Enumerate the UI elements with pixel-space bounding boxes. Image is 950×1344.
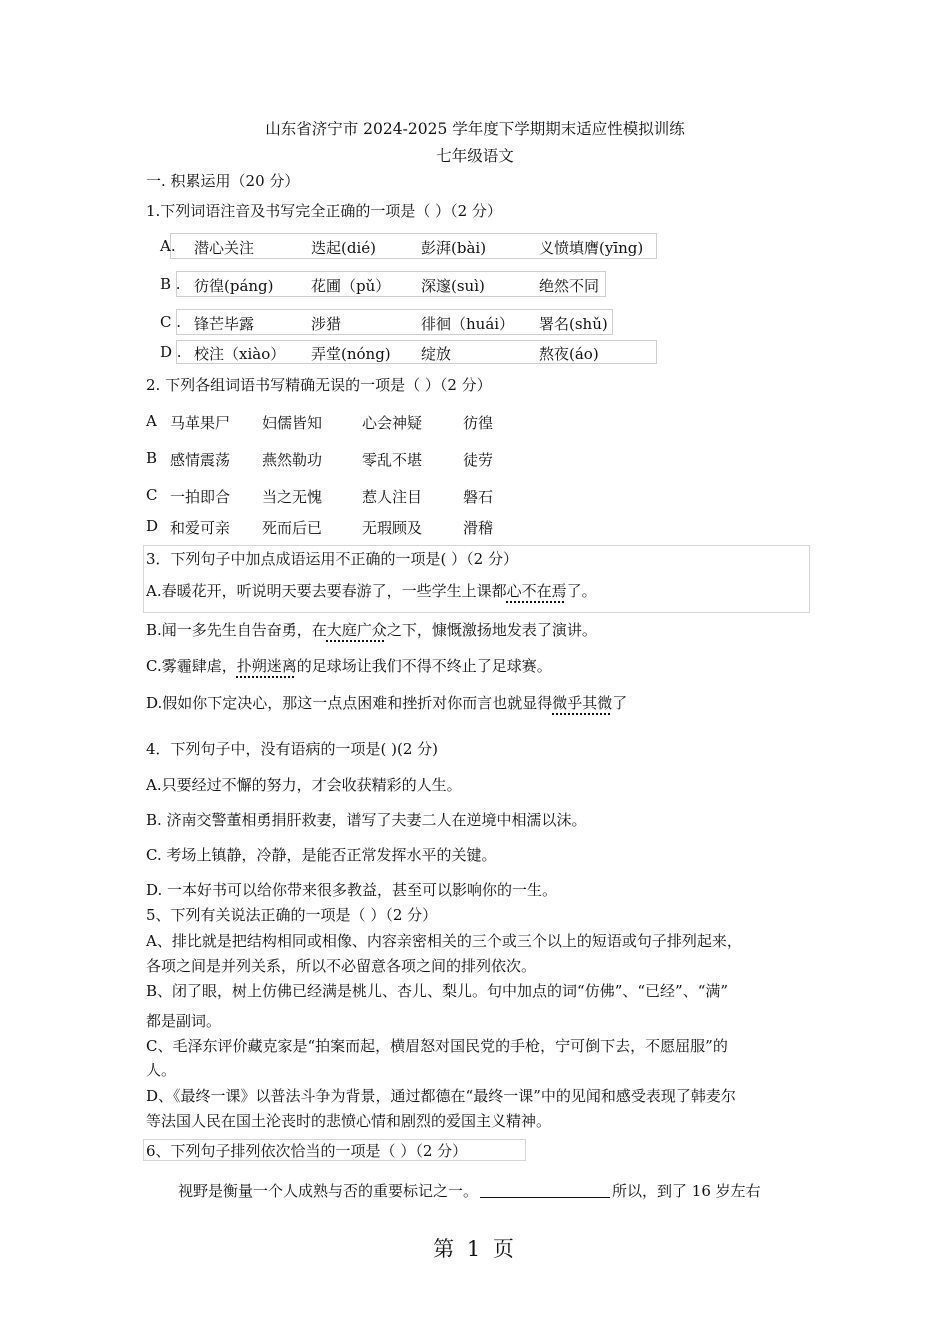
section-heading: 一. 积累运用（20 分）: [146, 172, 300, 190]
q3-option-c: C.雾霾肆虐，扑朔迷离的足球场让我们不得不终止了足球赛。: [146, 657, 552, 675]
q4-option-c: C. 考场上镇静，冷静，是能否正常发挥水平的关键。: [146, 846, 497, 864]
q5-option-a-line2: 各项之间是并列关系，所以不必留意各项之间的排列依次。: [146, 957, 537, 975]
q3-option-b: B.闻一多先生自告奋勇，在大庭广众之下，慷慨激扬地发表了演讲。: [146, 621, 597, 639]
question-4-stem: 4．下列句子中，没有语病的一项是( )(2 分): [146, 740, 439, 758]
answer-blank[interactable]: [480, 1181, 610, 1198]
document-title: 山东省济宁市 2024-2025 学年度下学期期末适应性模拟训练: [265, 120, 685, 138]
q6-passage: 视野是衡量一个人成熟与否的重要标记之一。 所以，到了 16 岁左右: [178, 1182, 761, 1200]
q5-option-b-line1: B、闭了眼，树上仿佛已经满是桃儿、杏儿、梨儿。句中加点的词“仿佛”、“已经”、“满”: [146, 982, 729, 1000]
q4-option-d: D. 一本好书可以给你带来很多教益，甚至可以影响你的一生。: [146, 881, 558, 899]
q5-option-d-line1: D、《最终一课》以普法斗争为背景，通过都德在“最终一课”中的见闻和感受表现了韩麦尔: [146, 1087, 736, 1105]
q4-option-a: A.只要经过不懈的努力，才会收获精彩的人生。: [146, 776, 462, 794]
document-subtitle: 七年级语文: [436, 147, 514, 165]
q5-option-a-line1: A、排比就是把结构相同或相像、内容亲密相关的三个或三个以上的短语或句子排列起来，: [146, 932, 742, 950]
page-number: 第 1 页: [433, 1237, 517, 1261]
question-5-stem: 5、下列有关说法正确的一项是（ ）（2 分）: [146, 906, 438, 924]
question-1-stem: 1.下列词语注音及书写完全正确的一项是（ ）（2 分）: [146, 202, 502, 220]
q5-option-c-line2: 人。: [146, 1061, 177, 1079]
q5-option-c-line1: C、毛泽东评价藏克家是“拍案而起，横眉怒对国民党的手枪，宁可倒下去，不愿屈服”的: [146, 1037, 728, 1055]
q5-option-b-line2: 都是副词。: [146, 1012, 222, 1030]
q3-option-d: D.假如你下定决心，那这一点点困难和挫折对你而言也就显得微乎其微了: [146, 694, 628, 712]
question-3-stem: 3．下列句子中加点成语运用不正确的一项是( ）（2 分）: [146, 550, 518, 568]
question-6-stem: 6、下列句子排列依次恰当的一项是（ ）（2 分）: [146, 1142, 468, 1160]
q3-option-a: A.春暖花开，听说明天要去要春游了，一些学生上课都心不在焉了。: [146, 582, 597, 600]
q4-option-b: B. 济南交警董相勇捐肝救妻，谱写了夫妻二人在逆境中相濡以沫。: [146, 811, 587, 829]
q5-option-d-line2: 等法国人民在国土沦丧时的悲愤心情和剧烈的爱国主义精神。: [146, 1112, 552, 1130]
question-2-stem: 2. 下列各组词语书写精确无误的一项是（ ）（2 分）: [146, 376, 492, 394]
